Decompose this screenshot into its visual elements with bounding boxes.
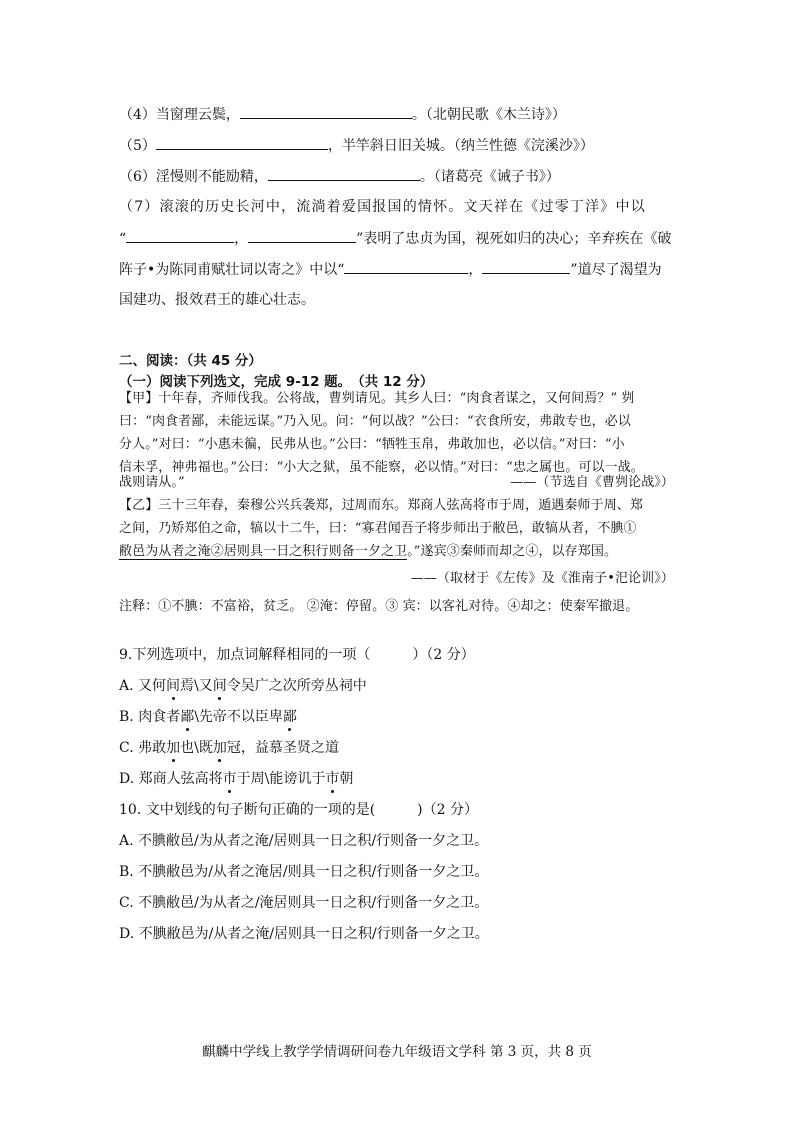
underlined-sentence: 敝邑为从者之淹②居则具一日之积行则备一夕之卫: [119, 544, 408, 559]
answer-blank[interactable]: [482, 259, 570, 274]
question-7-line4: 国建功、报效君王的雄心壮志。: [119, 292, 315, 308]
question-text: 当窗理云鬓，: [155, 107, 240, 123]
answer-blank[interactable]: [126, 228, 234, 243]
question-7-line1: （7）滚滚的历史长河中，流淌着爱国报国的情怀。文天祥在《过零丁洋》中以: [119, 199, 646, 215]
option-text: \先帝不以臣卑: [194, 709, 283, 725]
question-10-option-a[interactable]: A. 不腆敝邑/为从者之淹/居则具一日之积/行则备一夕之卫。: [119, 833, 489, 849]
question-text: 阵子•为陈同甫赋壮词以寄之》中以“: [119, 262, 345, 278]
question-text: ”表明了忠贞为国，视死如归的决心；辛弃疾在《破: [356, 231, 672, 247]
passage-jia-line: 分人。”对曰：“小惠未徧，民弗从也。”公曰：“牺牲玉帛，弗敢加也，必以信。”对曰：“小: [119, 437, 625, 452]
question-9-option-c[interactable]: [119, 738, 339, 758]
question-6: [119, 166, 560, 187]
section-subtitle: （一）阅读下列选文，完成 9-12 题。 （共 12 分）: [119, 374, 434, 390]
question-9-option-d[interactable]: [119, 769, 353, 789]
option-text: 也\既: [180, 740, 213, 756]
question-4: [119, 104, 566, 125]
question-10-option-c[interactable]: C. 不腆敝邑/为从者之/淹居则具一日之积/行则备一夕之卫。: [119, 895, 489, 911]
passage-jia-line: 战则请从。”: [119, 475, 185, 490]
option-text: A. 又何: [119, 678, 167, 694]
passage-yi-line: [119, 543, 617, 561]
answer-blank[interactable]: [344, 259, 468, 274]
passage-jia-line: 曰：“肉食者鄙，未能远谋。”乃入见。问：“何以战？”公曰：“衣食所安，弗敢专也，必以: [119, 414, 631, 429]
question-text: 。（北朝民歌《木兰诗》）: [411, 107, 566, 123]
dotted-word: 加: [212, 740, 227, 756]
passage-yi-line: 之间，乃矫郑伯之命，犒以十二牛，曰：“寡君闻吾子将步师出于敝邑，敢犒从者，不腆①: [119, 521, 637, 536]
passage-text: 。”遂宾③秦师而却之④，以存郑国。: [407, 544, 618, 559]
question-text: ，半竿斜日旧关城。（纳兰性德《浣溪沙》）: [327, 138, 594, 154]
dotted-word: 间: [212, 678, 227, 694]
question-7-line3: [119, 259, 662, 280]
dotted-word: 市: [222, 771, 237, 787]
question-text: ”道尽了渴望为: [570, 262, 662, 278]
punctuation: ，: [234, 231, 249, 247]
option-text: 焉\又: [180, 678, 213, 694]
answer-blank[interactable]: [248, 228, 356, 243]
question-9-option-a[interactable]: [119, 676, 367, 696]
question-text: 淫慢则不能励精，: [155, 169, 268, 185]
dotted-word: 鄙: [180, 709, 195, 725]
passage-jia-line: 【甲】十年春，齐师伐我。公将战，曹刿请见。其乡人曰：“肉食者谋之，又何间焉？” 刿: [119, 391, 635, 406]
question-10-stem: 10. 文中划线的句子断句正确的一项的是( )（2 分）: [119, 802, 478, 818]
option-text: 于周\能谤讥于: [236, 771, 326, 787]
answer-blank[interactable]: [156, 135, 328, 150]
answer-blank[interactable]: [240, 104, 412, 119]
question-number: （6）: [119, 169, 156, 185]
dotted-word: 鄙: [282, 709, 297, 725]
punctuation: ，: [468, 262, 483, 278]
option-text: 朝: [339, 771, 354, 787]
question-9-option-b[interactable]: [119, 707, 297, 727]
dotted-word: 间: [166, 678, 181, 694]
question-text: 。（诸葛亮《诫子书》）: [419, 169, 560, 185]
option-text: 令吴广之次所旁丛祠中: [226, 678, 367, 694]
option-text: D. 郑商人弦高将: [119, 771, 223, 787]
passage-yi-line: 【乙】三十三年春，秦穆公兴兵袭郑，过周而东。郑商人弦高将市于周，遁遇秦师于周、郑: [119, 498, 644, 513]
question-10-option-d[interactable]: D. 不腆敝邑为/从者之淹/居则具一日之积/行则备一夕之卫。: [119, 926, 489, 942]
dotted-word: 加: [166, 740, 181, 756]
quote-mark: “: [119, 231, 127, 247]
page-footer: 麒麟中学线上教学学情调研问卷九年级语文学科 第 3 页，共 8 页: [202, 1044, 592, 1060]
question-7-line2: [119, 228, 671, 249]
question-5: [119, 135, 594, 156]
option-text: B. 肉食者: [119, 709, 181, 725]
option-text: C. 弗敢: [119, 740, 167, 756]
section-title: 二、阅读：（共 45 分）: [119, 353, 262, 369]
answer-blank[interactable]: [268, 166, 420, 181]
annotation-note: 注释：①不腆：不富裕，贫乏。 ②淹：停留。③ 宾：以客礼对待。④却之：使秦军撤退。: [119, 599, 639, 614]
question-number: （5）: [119, 138, 156, 154]
question-number: （4）: [119, 107, 156, 123]
dotted-word: 市: [325, 771, 340, 787]
passage-yi-source: ——（取材于《左传》及《淮南子•汜论训》）: [410, 571, 674, 586]
question-10-option-b[interactable]: B. 不腆敝邑为/从者之淹居/则具一日之积/行则备一夕之卫。: [119, 864, 489, 880]
passage-jia-source: ——（节选自《曹刿论战》）: [510, 475, 674, 490]
option-text: 冠，益慕圣贤之道: [226, 740, 339, 756]
question-9-stem: 9.下列选项中，加点词解释相同的一项（ ）（2 分）: [119, 647, 475, 663]
passage-jia-line: 信未孚，神弗福也。”公曰：“小大之狱，虽不能察，必以情。”对曰：“忠之属也。可以一战。: [119, 460, 644, 475]
